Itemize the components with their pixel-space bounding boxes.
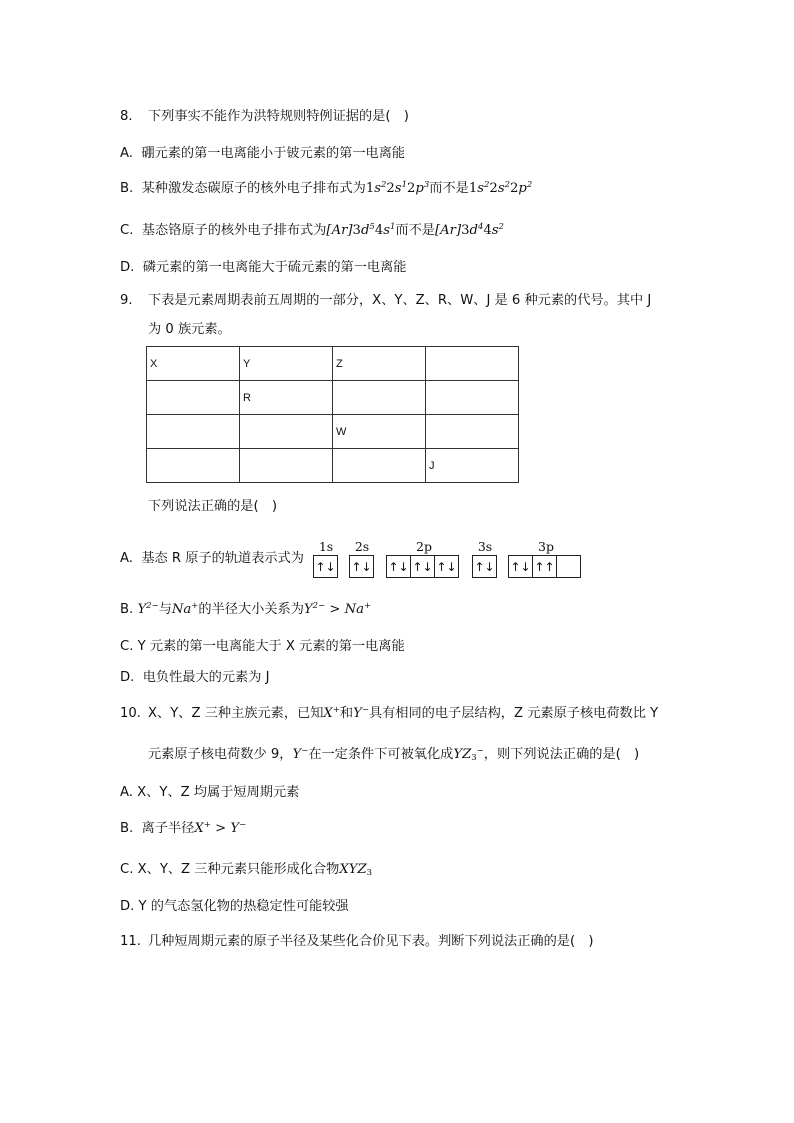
- orbital-box: ↑↓: [510, 559, 531, 574]
- q9-option-c: C. Y 元素的第一电离能大于 X 元素的第一电离能: [120, 639, 405, 654]
- orbital-box: ↑↓: [474, 559, 495, 574]
- q10-stem-part6: ，则下列说法正确的是( ): [483, 747, 640, 762]
- table-cell: [426, 415, 519, 449]
- compound-xyz3: $XYZ_3$: [339, 862, 373, 878]
- q8-option-c: [120, 223, 504, 239]
- q10-stem-part2: 和: [339, 706, 354, 721]
- table-cell: [147, 415, 240, 449]
- q9-option-a: A. 基态 R 原子的轨道表示式为: [120, 551, 304, 566]
- orbital-label: 1s: [318, 539, 334, 554]
- q10-stem-part5: 在一定条件下可被氧化成: [308, 747, 454, 762]
- orbital-box: ↑↓: [410, 556, 434, 577]
- q8-option-c-mid: 而不是: [395, 223, 435, 238]
- q9-stem: [120, 293, 651, 309]
- table-cell: R: [240, 381, 333, 415]
- q11-number: 11.: [120, 934, 141, 949]
- table-cell: J: [426, 449, 519, 483]
- table-row: [147, 381, 519, 415]
- orbital-label: 3s: [477, 539, 493, 554]
- table-cell: [333, 449, 426, 483]
- table-cell: [426, 347, 519, 381]
- q9-option-b-mid: 与: [158, 602, 172, 617]
- orbital-box: ↑↓: [388, 559, 409, 574]
- q8-config-ground: $1s^22s^22p^2$: [468, 180, 533, 196]
- table-cell: [240, 449, 333, 483]
- ion-y-minus: Y−: [292, 746, 309, 762]
- q10-stem-part4: 元素原子核电荷数少 9，: [148, 747, 293, 762]
- orbital-box: ↑↓: [315, 559, 336, 574]
- q10-stem-part3: 具有相同的电子层结构，Z 元素原子核电荷数比 Y: [368, 706, 659, 721]
- table-cell: [147, 381, 240, 415]
- q10-option-c: [120, 862, 372, 878]
- periodic-table-fragment: [146, 346, 519, 483]
- radius-relation: X+ > Y−: [194, 820, 247, 836]
- q10-option-a: A. X、Y、Z 均属于短周期元素: [120, 785, 300, 800]
- table-cell: [333, 381, 426, 415]
- orbital-label: 3p: [538, 539, 554, 554]
- q10-option-b: [120, 821, 246, 837]
- q8-option-d: D. 磷元素的第一电离能大于硫元素的第一电离能: [120, 260, 407, 275]
- ion-x-plus: X+: [323, 705, 340, 721]
- q9-stem-line2: 为 0 族元素。: [148, 322, 231, 337]
- q8-option-a: A. 硼元素的第一电离能小于铍元素的第一电离能: [120, 146, 406, 161]
- q10-option-c-text: C. X、Y、Z 三种元素只能形成化合物: [120, 862, 340, 877]
- q8-option-b-mid: 而不是: [429, 181, 469, 196]
- table-row: [147, 449, 519, 483]
- ion-y2minus: $Y^{2-}$: [137, 601, 159, 617]
- q10-option-b-text: B. 离子半径: [120, 821, 195, 836]
- q8-option-b-text: B. 某种激发态碳原子的核外电子排布式为: [120, 181, 366, 196]
- orbital-label: 2s: [354, 539, 370, 554]
- q8-config-excited: $1s^22s^12p^3$: [365, 180, 430, 196]
- q8-option-b: [120, 181, 532, 197]
- q9-prompt: 下列说法正确的是( ): [148, 499, 277, 514]
- ion-yz3-minus: $YZ_3^-$: [453, 746, 484, 763]
- table-cell: W: [333, 415, 426, 449]
- table-cell: X: [147, 347, 240, 381]
- q10-option-d: D. Y 的气态氢化物的热稳定性可能较强: [120, 899, 349, 914]
- q8-stem: [120, 109, 409, 125]
- orbital-box: [556, 556, 580, 577]
- q9-option-d: D. 电负性最大的元素为 J: [120, 670, 270, 685]
- q10-stem-line2: [148, 747, 639, 763]
- q9-stem-line1: 下表是元素周期表前五周期的一部分，X、Y、Z、R、W、J 是 6 种元素的代号。其中 J: [148, 293, 652, 308]
- table-row: [147, 347, 519, 381]
- ion-na-plus: Na+: [171, 601, 199, 617]
- q8-config-cr-actual: $[Ar]3d^54s^1$: [326, 222, 396, 238]
- q9-number: 9.: [120, 293, 133, 308]
- q11-stem-text: 几种短周期元素的原子半径及某些化合价见下表。判断下列说法正确的是( ): [148, 934, 594, 949]
- orbital-box: ↑↓: [434, 556, 458, 577]
- q8-stem-text: 下列事实不能作为洪特规则特例证据的是( ): [148, 109, 409, 124]
- orbital-box: ↑↓: [351, 559, 372, 574]
- q10-stem-part1: X、Y、Z 三种主族元素，已知: [148, 706, 324, 721]
- orbital-box: ↑↑: [532, 556, 556, 577]
- q8-option-c-text: C. 基态铬原子的核外电子排布式为: [120, 223, 327, 238]
- q9-option-b-text: B.: [120, 602, 138, 617]
- q9-option-b-mid2: 的半径大小关系为: [198, 602, 304, 617]
- orbital-label: 2p: [416, 539, 432, 554]
- q8-number: 8.: [120, 109, 133, 124]
- table-cell: [147, 449, 240, 483]
- radius-relation: $Y^{2-} > Na^+$: [303, 601, 372, 617]
- table-cell: [240, 415, 333, 449]
- ion-y-minus: Y−: [353, 705, 369, 721]
- table-cell: Z: [333, 347, 426, 381]
- q11-stem: [120, 934, 593, 950]
- q10-stem: [120, 706, 658, 722]
- q10-number: 10.: [120, 706, 141, 721]
- table-row: [147, 415, 519, 449]
- table-cell: Y: [240, 347, 333, 381]
- table-cell: [426, 381, 519, 415]
- q8-config-cr-expected: $[Ar]3d^44s^2$: [434, 222, 504, 238]
- q9-option-b: [120, 602, 371, 618]
